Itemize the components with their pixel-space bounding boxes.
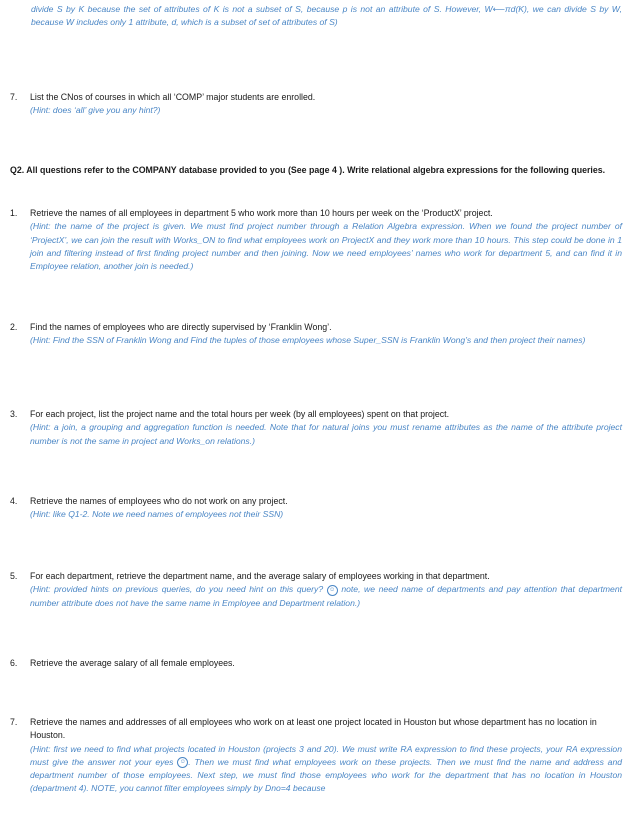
- hint-text-part: (Hint: first we need to find what projects located in Houston (projects 3 and 20). We must write RA expression to find these projects, your RA expression must give the answer not your eyes: [30, 743, 622, 767]
- question-hint: (Hint: a join, a grouping and aggregation function is needed. Note that for natural joins you must rename attributes as the name of the attribute project number is not the same in project and Works_on relations.): [30, 422, 622, 446]
- question-item: [10, 91, 622, 118]
- hint-text-part: (Hint: provided hints on previous queries, do you need hint on this query?: [30, 584, 324, 595]
- question-text: Retrieve the names and addresses of all employees who work on at least one project located in Houston but whose department has no location in Houston.: [30, 717, 597, 741]
- question-text: Find the names of employees who are directly supervised by ‘Franklin Wong’.: [30, 322, 332, 332]
- question-item: [10, 321, 622, 348]
- question-hint: [30, 743, 622, 796]
- question-number: 2.: [10, 322, 18, 332]
- question-item: [10, 207, 622, 273]
- question-number: 1.: [10, 208, 18, 218]
- question-hint: (Hint: Find the SSN of Franklin Wong and Find the tuples of those employees whose Super_SSN is Franklin Wong’s and then project their names): [30, 335, 586, 346]
- question-text: For each project, list the project name and the total hours per week (by all employees) spent on that project.: [30, 409, 450, 419]
- question-item: [10, 716, 622, 796]
- question-item: [10, 657, 622, 670]
- question-item: [10, 570, 622, 610]
- question-hint: (Hint: the name of the project is given. We must find project number through a Relation Algebra expression. When we found the project number of ‘ProjectX’, we can join the result with Works_ON to find what employees work on ProjectX and they work more than 10 hours. This step could be done in 1 join and filtering instead of first finding project number and then joining. Now we need employees’ names who work for department 5, and can find it in Employee relation, another join is needed.): [30, 221, 622, 272]
- question-text: Retrieve the names of all employees in department 5 who work more than 10 hours per week on the ‘ProductX’ project.: [30, 208, 493, 218]
- hint-text-part: . Then we must find what employees work on these projects. Then we must find the name and address and department number of those employees. Next step, we must find those employees who work for the department that has no location in Houston (department 4). NOTE, you cannot filter employees simply by Dno=4 because: [30, 756, 623, 794]
- question-number: 3.: [10, 409, 18, 419]
- question-number: 7.: [10, 92, 18, 102]
- question-hint: (Hint: like Q1-2. Note we need names of employees not their SSN): [30, 509, 284, 520]
- continued-hint-text: divide S by K because the set of attributes of K is not a subset of S, because p is not an attribute of S. However, W⟵πd(K), we can divide S by W, because W includes only 1 attribute, d, which is a subset of set of attributes of S): [31, 4, 622, 28]
- question-hint: (Hint: does ‘all’ give you any hint?): [30, 105, 161, 116]
- question-text: For each department, retrieve the department name, and the average salary of employees working in that department.: [30, 571, 490, 581]
- question-item: [10, 408, 622, 448]
- question-number: 7.: [10, 717, 18, 727]
- question-number: 6.: [10, 658, 18, 668]
- question-number: 4.: [10, 496, 18, 506]
- question-text: List the CNos of courses in which all ‘COMP’ major students are enrolled.: [30, 92, 316, 102]
- question-hint: [30, 583, 622, 610]
- smiley-icon: ☺: [327, 585, 338, 596]
- section-heading-q2: Q2. All questions refer to the COMPANY database provided to you (See page 4 ). Write relational algebra expressions for the following queries.: [10, 165, 606, 175]
- question-text: Retrieve the names of employees who do not work on any project.: [30, 496, 288, 506]
- question-number: 5.: [10, 571, 18, 581]
- hint-text-part: note, we need name of departments and pay attention that department number attribute does not have the same name in Employee and Department relation.): [30, 584, 623, 608]
- smiley-icon: ☺: [177, 757, 188, 768]
- question-item: [10, 495, 622, 522]
- question-text: Retrieve the average salary of all female employees.: [30, 658, 235, 668]
